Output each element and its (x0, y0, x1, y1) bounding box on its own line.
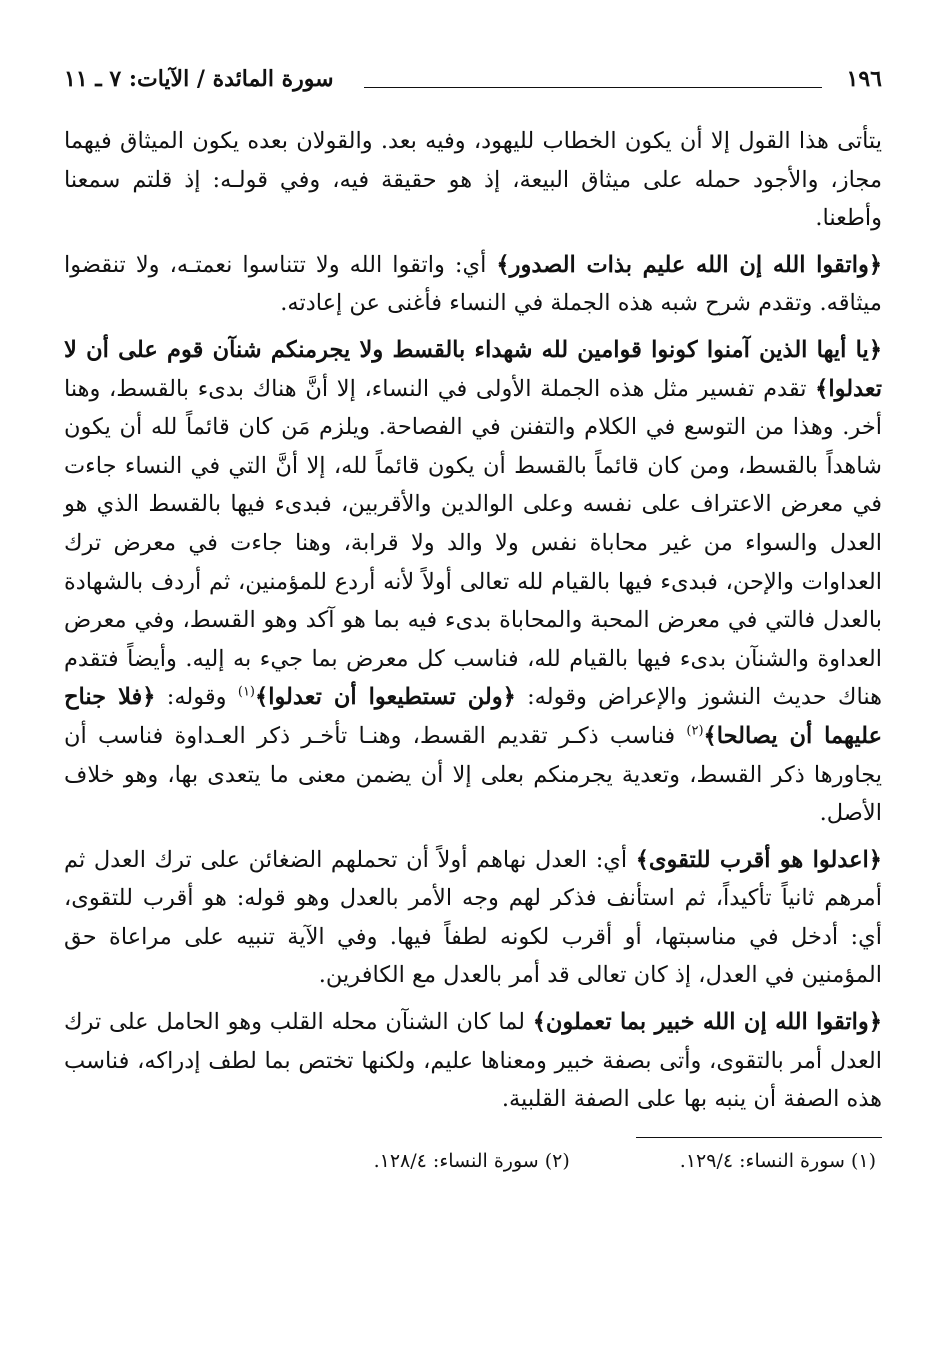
footnotes (64, 1150, 882, 1172)
paragraph-text: لما كان الشنآن محله القلب وهو الحامل على ترك العدل أمر بالتقوى، وأتى بصفة خبير ومعناها عليم، ولكنها تختص بما لطف إدراكه، فناسب هذه الصفة أن ينبه بها على الصفة القلبية. (64, 1009, 882, 1113)
verse-close-bracket: ﴾ (532, 1009, 546, 1036)
verse-open-bracket: ﴿ (502, 684, 516, 711)
paragraph-text: تقدم تفسير مثل هذه الجملة الأولى في النساء، إلا أنَّ هناك بدىء بالقسط، وهنا أخر. وهذا من التوسع في الكلام والتفنن في الفصاحة. ويلزم مَن كان قائماً لله أن يكون شاهداً بالقسط، ومن كان قائماً بالقسط أن يكون قائماً لله، إلا أنَّ التي في النساء جاءت في معرض الاعتراف على نفسه وعلى الوالدين والأقربين، فبدىء فيها بالقسط الذي هو العدل والسواء من غير محاباة نفس ولا والد ولا قرابة، وهنا جاءت في معرض ترك العداوات والإحن، فبدىء فيها بالقيام لله تعالى أولاً لأنه أردع للمؤمنين، ثم أردف بالشهادة بالعدل فالتي في معرض المحبة والمحاباة بدىء فيه بما هو آكد وهو القسط، وفي معرض العداوة والشنآن بدىء فيها بالقيام لله، فناسب كل معرض بما جيء به إليه. وأيضاً فتقدم هناك حديث النشوز والإعراض وقوله: (64, 375, 882, 711)
paragraph (64, 122, 882, 238)
footnote-1: (١) سورة النساء: ١٢٩/٤. (679, 1149, 876, 1172)
body-text (64, 122, 882, 1119)
verse-close-bracket: ﴾ (635, 846, 649, 873)
verse-open-bracket: ﴿ (868, 251, 882, 278)
quranic-verse: واتقوا الله إن الله عليم بذات الصدور (509, 251, 869, 278)
paragraph-text: أي: العدل نهاهم أولاً أن تحملهم الضغائن على ترك العدل ثم أمرهم ثانياً تأكيداً، ثم استأنف فذكر لهم وجه الأمر بالعدل وهو قوله: هو أقرب للتقوى، أي: أدخل في مناسبتها، أو أقرب لكونه لطفاً فيها. وفي الآية تنبيه على مراعاة حق المؤمنين في العدل، إذ كان تعالى قد أمر بالعدل مع الكافرين. (64, 846, 882, 989)
paragraph (64, 246, 882, 323)
paragraph (64, 1003, 882, 1119)
verse-open-bracket: ﴿ (868, 1009, 882, 1036)
footnote-ref: (١) (237, 684, 255, 700)
verse-open-bracket: ﴿ (142, 684, 156, 711)
page-header (64, 62, 882, 98)
quranic-verse: يا أيها الذين آمنوا كونوا قوامين لله شهداء بالقسط ولا يجرمنكم شنآن قوم على أن لا تعدلوا (64, 336, 882, 402)
page-number: ١٩٦ (846, 66, 882, 92)
paragraph (64, 331, 882, 833)
book-page (64, 62, 882, 1332)
verse-close-bracket: ﴾ (496, 251, 510, 278)
quranic-verse: فلا جناح عليهما أن يصالحا (64, 684, 882, 749)
footnote-2: (٢) سورة النساء: ١٢٨/٤. (373, 1149, 570, 1172)
paragraph-text: وقوله: (155, 684, 238, 711)
paragraph-text: يتأتى هذا القول إلا أن يكون الخطاب لليهود، وفيه بعد. والقولان بعده يكون الميثاق فيهما مجاز، والأجود حمله على ميثاق البيعة، إذ هو حقيقة فيه، وفي قولـه: إذ قلتم سمعنا وأطعنا. (64, 128, 882, 232)
quranic-verse: واتقوا الله إن الله خبير بما تعملون (545, 1009, 869, 1036)
verse-close-bracket: ﴾ (255, 684, 269, 711)
verse-close-bracket: ﴾ (815, 375, 829, 402)
quranic-verse: ولن تستطيعوا أن تعدلوا (268, 684, 503, 711)
paragraph (64, 841, 882, 995)
running-title: سورة المائدة / الآيات: ٧ ـ ١١ (64, 66, 334, 92)
verse-open-bracket: ﴿ (868, 336, 882, 363)
footnote-ref: (٢) (686, 723, 704, 739)
paragraph-text: أي: واتقوا الله ولا تتناسوا نعمتـه، ولا تنقضوا ميثاقه. وتقدم شرح شبه هذه الجملة في النساء فأغنى عن إعادته. (64, 251, 882, 317)
header-rule (364, 87, 822, 88)
footnote-separator (636, 1137, 882, 1138)
paragraph-text: فناسب ذكـر تقديم القسط، وهنـا تأخـر ذكر العـداوة فناسب أن يجاورها ذكر القسط، وتعدية يجرمنكم بعلى إلا أن يضمن معنى ما يتعدى بها، وهو خلاف الأصل. (64, 722, 882, 827)
verse-open-bracket: ﴿ (868, 846, 882, 873)
quranic-verse: اعدلوا هو أقرب للتقوى (648, 846, 869, 873)
verse-close-bracket: ﴾ (703, 722, 717, 749)
